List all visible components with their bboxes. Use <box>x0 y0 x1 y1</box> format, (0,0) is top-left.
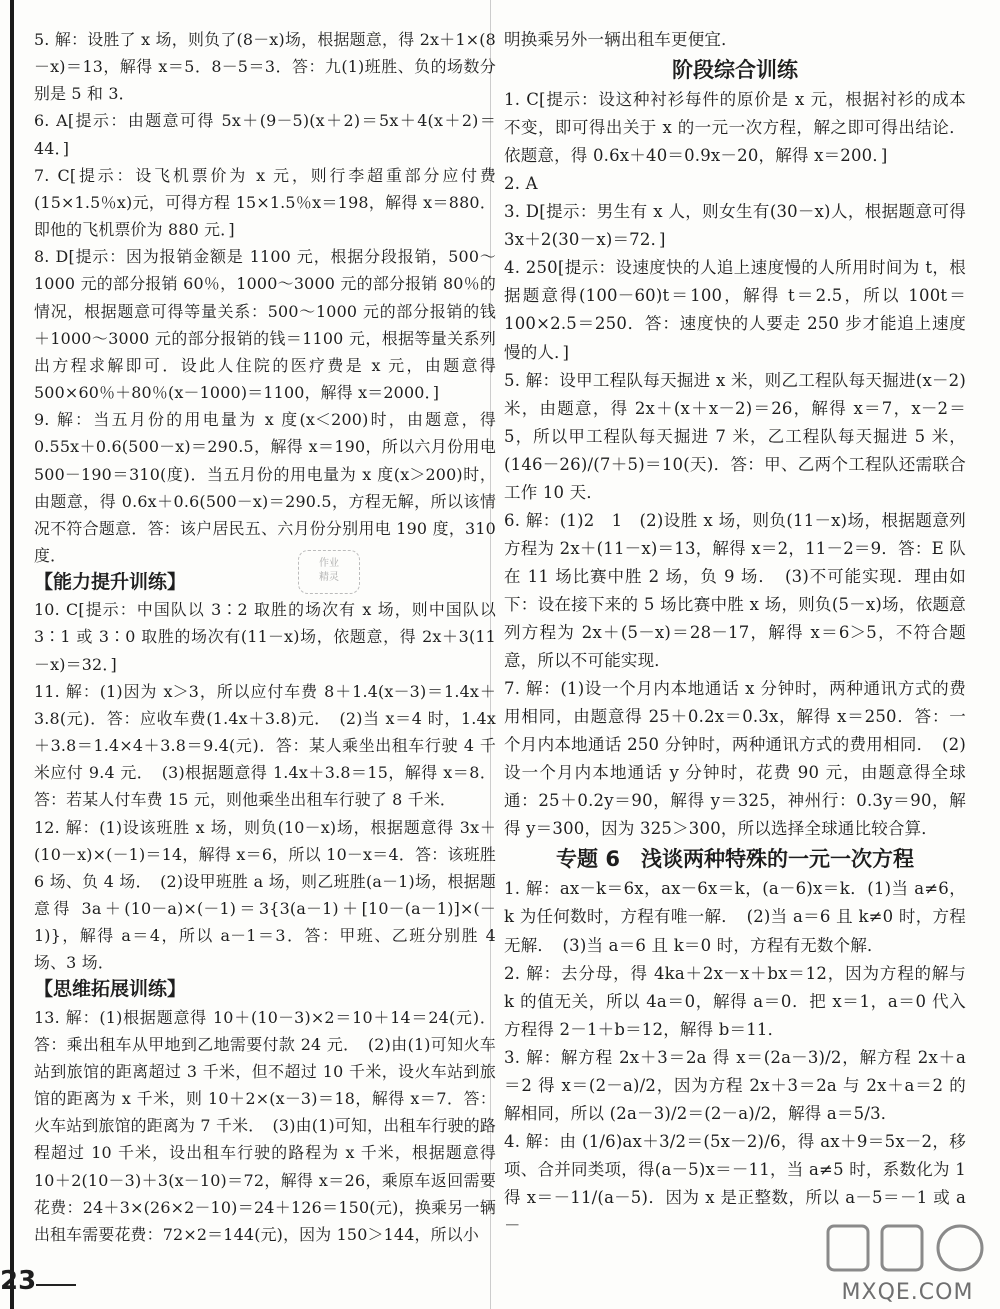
watermark-logo <box>820 1218 995 1306</box>
answer-paragraph: 1. C[提示：设这种衬衫每件的原价是 x 元，根据衬衫的成本不变，即可得出关于 x 的一元一次方程，解之即可得出结论．依题意，得 0.6x＋40＝0.9x－20，解得 x＝200．] <box>504 90 966 166</box>
answer-paragraph: 2. A <box>504 174 538 194</box>
answer-paragraph: 10. C[提示：中国队以 3∶2 取胜的场次有 x 场，则中国队以 3∶1 或 3∶0 取胜的场次有(11－x)场，依题意，得 2x＋3(11－x)＝32．] <box>34 600 496 674</box>
answer-paragraph: 7. 解：(1)设一个月内本地通话 x 分钟时，两种通讯方式的费用相同，由题意得 25＋0.2x＝0.3x，解得 x＝250．答：一个月内本地通话 250 分钟时，两种通讯方式的费用相同． (2)设一个月内本地通话 y 分钟时，花费 90 元，由题意得全球通：25＋0.2y＝90，解得 y＝325，神州行：0.3y＝90，解得 y＝300，因为 325＞300，所以选择全球通比较合算． <box>504 679 966 839</box>
watermark-text: MXQE.COM <box>841 1280 974 1305</box>
section-heading: 【能力提升训练】 <box>34 571 187 594</box>
answer-paragraph: 11. 解：(1)因为 x＞3，所以应付车费 8＋1.4(x－3)＝1.4x＋3.8(元)．答：应收车费(1.4x＋3.8)元． (2)当 x＝4 时，1.4x＋3.8＝1.4×4＋3.8＝9.4(元)．答：某人乘坐出租车行驶 4 千米应付 9.4 元． (3)根据题意得 1.4x＋3.8＝15，解得 x＝8．答：若某人付车费 15 元，则他乘坐出租车行驶了 8 千米． <box>34 681 496 810</box>
stamp-line-2: 精灵 <box>319 572 339 583</box>
left-margin-rule <box>10 0 14 1309</box>
answer-paragraph: 7. C[提示：设飞机票价为 x 元，则行李超重部分应付费(15×1.5％x)元，可得方程 15×1.5％x＝198，解得 x＝880．即他的飞机票价为 880 元．] <box>34 165 496 240</box>
answer-paragraph: 5. 解：设甲工程队每天掘进 x 米，则乙工程队每天掘进(x－2)米，由题意，得 2x＋(x＋x－2)＝26，解得 x＝7，x－2＝5，所以甲工程队每天掘进 7 米，乙工程队每天掘进 5 米，(146－26)/(7＋5)＝10(天)．答：甲、乙两个工程队还需联合工作 10 天． <box>504 370 966 502</box>
stamp-line-1: 作业 <box>319 558 339 569</box>
answer-paragraph: 1. 解：ax－k＝6x，ax－6x＝k，(a－6)x＝k．(1)当 a≠6，k 为任何数时，方程有唯一解． (2)当 a＝6 且 k≠0 时，方程无解． (3)当 a＝6 且 k＝0 时，方程有无数个解． <box>504 879 966 955</box>
left-column <box>34 26 496 1248</box>
topic-title: 专题 6 浅谈两种特殊的一元一次方程 <box>556 847 914 872</box>
answer-paragraph: 3. D[提示：男生有 x 人，则女生有(30－x)人，根据题意可得 3x＋2(30－x)＝72．] <box>504 202 966 250</box>
answer-paragraph: 6. 解：(1)2 1 (2)设胜 x 场，则负(11－x)场，根据题意列方程为 2x＋(11－x)＝13，解得 x＝2，11－2＝9．答：E 队在 11 场比赛中胜 2 场，负 9 场． (3)不可能实现．理由如下：设在接下来的 5 场比赛中胜 x 场，则负(5－x)场，依题意列方程为 2x＋(5－x)＝28－17，解得 x＝6＞5，不符合题意，所以不可能实现． <box>504 510 966 671</box>
answer-paragraph: 4. 解：由 (1/6)ax＋3/2＝(5x－2)/6，得 ax＋9＝5x－2，移项、合并同类项，得(a－5)x＝－11，当 a≠5 时，系数化为 1 得 x＝－11/(a－5)．因为 x 是正整数，所以 a－5＝－1 或 a－ <box>504 1131 966 1235</box>
answer-paragraph: 明换乘另外一辆出租车更便宜． <box>504 30 738 49</box>
section-title: 阶段综合训练 <box>672 58 798 83</box>
answer-paragraph: 8. D[提示：因为报销金额是 1100 元，根据分段报销，500～1000 元的部分报销 60％，1000～3000 元的部分报销 80％的情况，根据题意可得等量关系：500～1000 元的部分报销的钱＋1000～3000 元的部分报销的钱＝1100 元，根据等量关系列出方程求解即可．设此人住院的医疗费是 x 元，由题意得 500×60％＋80％(x－1000)＝1100，解得 x＝2000．] <box>34 247 496 403</box>
answer-paragraph: 6. A[提示：由题意可得 5x＋(9－5)(x＋2)＝5x＋4(x＋2)＝44．] <box>34 111 496 158</box>
answer-paragraph: 5. 解：设胜了 x 场，则负了(8－x)场，根据题意，得 2x＋1×(8－x)＝13，解得 x＝5．8－5＝3．答：九(1)班胜、负的场数分别是 5 和 3． <box>34 30 496 104</box>
answer-paragraph: 13. 解：(1)根据题意得 10＋(10－3)×2＝10＋14＝24(元)．答：乘出租车从甲地到乙地需要付款 24 元． (2)由(1)可知火车站到旅馆的距离超过 3 千米，但不超过 10 千米，设火车站到旅馆的距离为 x 千米，则 10＋2×(x－3)＝18，解得 x＝7．答：火车站到旅馆的距离为 7 千米． (3)由(1)可知，出租车行驶的路程超过 10 千米，设出租车行驶的路程为 x 千米，根据题意得 10＋2(10－3)＋3(x－10)＝72，解得 x＝26，乘原车返回需要花费：24＋3×(26×2－10)＝24＋126＝150(元)，换乘另一辆出租车需要花费：72×2＝144(元)，因为 150＞144，所以小 <box>34 1007 496 1244</box>
page-number-rule <box>36 1284 76 1286</box>
stamp-mark <box>298 550 360 594</box>
answer-paragraph: 2. 解：去分母，得 4ka＋2x－x＋bx＝12，因为方程的解与 k 的值无关，所以 4a＝0，解得 a＝0．把 x＝1，a＝0 代入方程得 2－1＋b＝12，解得 b＝11． <box>504 963 966 1039</box>
watermark-logo-icon <box>820 1218 995 1280</box>
page-number: 23 <box>0 1266 37 1296</box>
answer-paragraph: 4. 250[提示：设速度快的人追上速度慢的人所用时间为 t，根据题意得(100－60)t＝100，解得 t＝2.5，所以 100t＝100×2.5＝250．答：速度快的人要走 250 步才能追上速度慢的人．] <box>504 258 966 362</box>
right-column <box>504 26 966 1240</box>
section-heading: 【思维拓展训练】 <box>34 978 187 1001</box>
answer-paragraph: 12. 解：(1)设该班胜 x 场，则负(10－x)场，根据题意得 3x＋(10－x)×(－1)＝14，解得 x＝6，所以 10－x＝4．答：该班胜 6 场、负 4 场． (2)设甲班胜 a 场，则乙班胜(a－1)场，根据题意得 3a＋(10－a)×(－1)＝3{3(a－1)＋[10－(a－1)]×(－1)}，解得 a＝4，所以 a－1＝3．答：甲班、乙班分别胜 4 场、3 场． <box>34 817 496 973</box>
answer-paragraph: 9. 解：当五月份的用电量为 x 度(x＜200)时，由题意，得 0.55x＋0.6(500－x)＝290.5，解得 x＝190，所以六月份用电 500－190＝310(度)．当五月份的用电量为 x 度(x＞200)时，由题意，得 0.6x＋0.6(500－x)＝290.5，方程无解，所以该情况不符合题意．答：该户居民五、六月份分别用电 190 度，310 度． <box>34 410 496 565</box>
answer-paragraph: 3. 解：解方程 2x＋3＝2a 得 x＝(2a－3)/2，解方程 2x＋a＝2 得 x＝(2－a)/2，因为方程 2x＋3＝2a 与 2x＋a＝2 的解相同，所以 (2a－3)/2＝(2－a)/2，解得 a＝5/3． <box>504 1047 966 1123</box>
